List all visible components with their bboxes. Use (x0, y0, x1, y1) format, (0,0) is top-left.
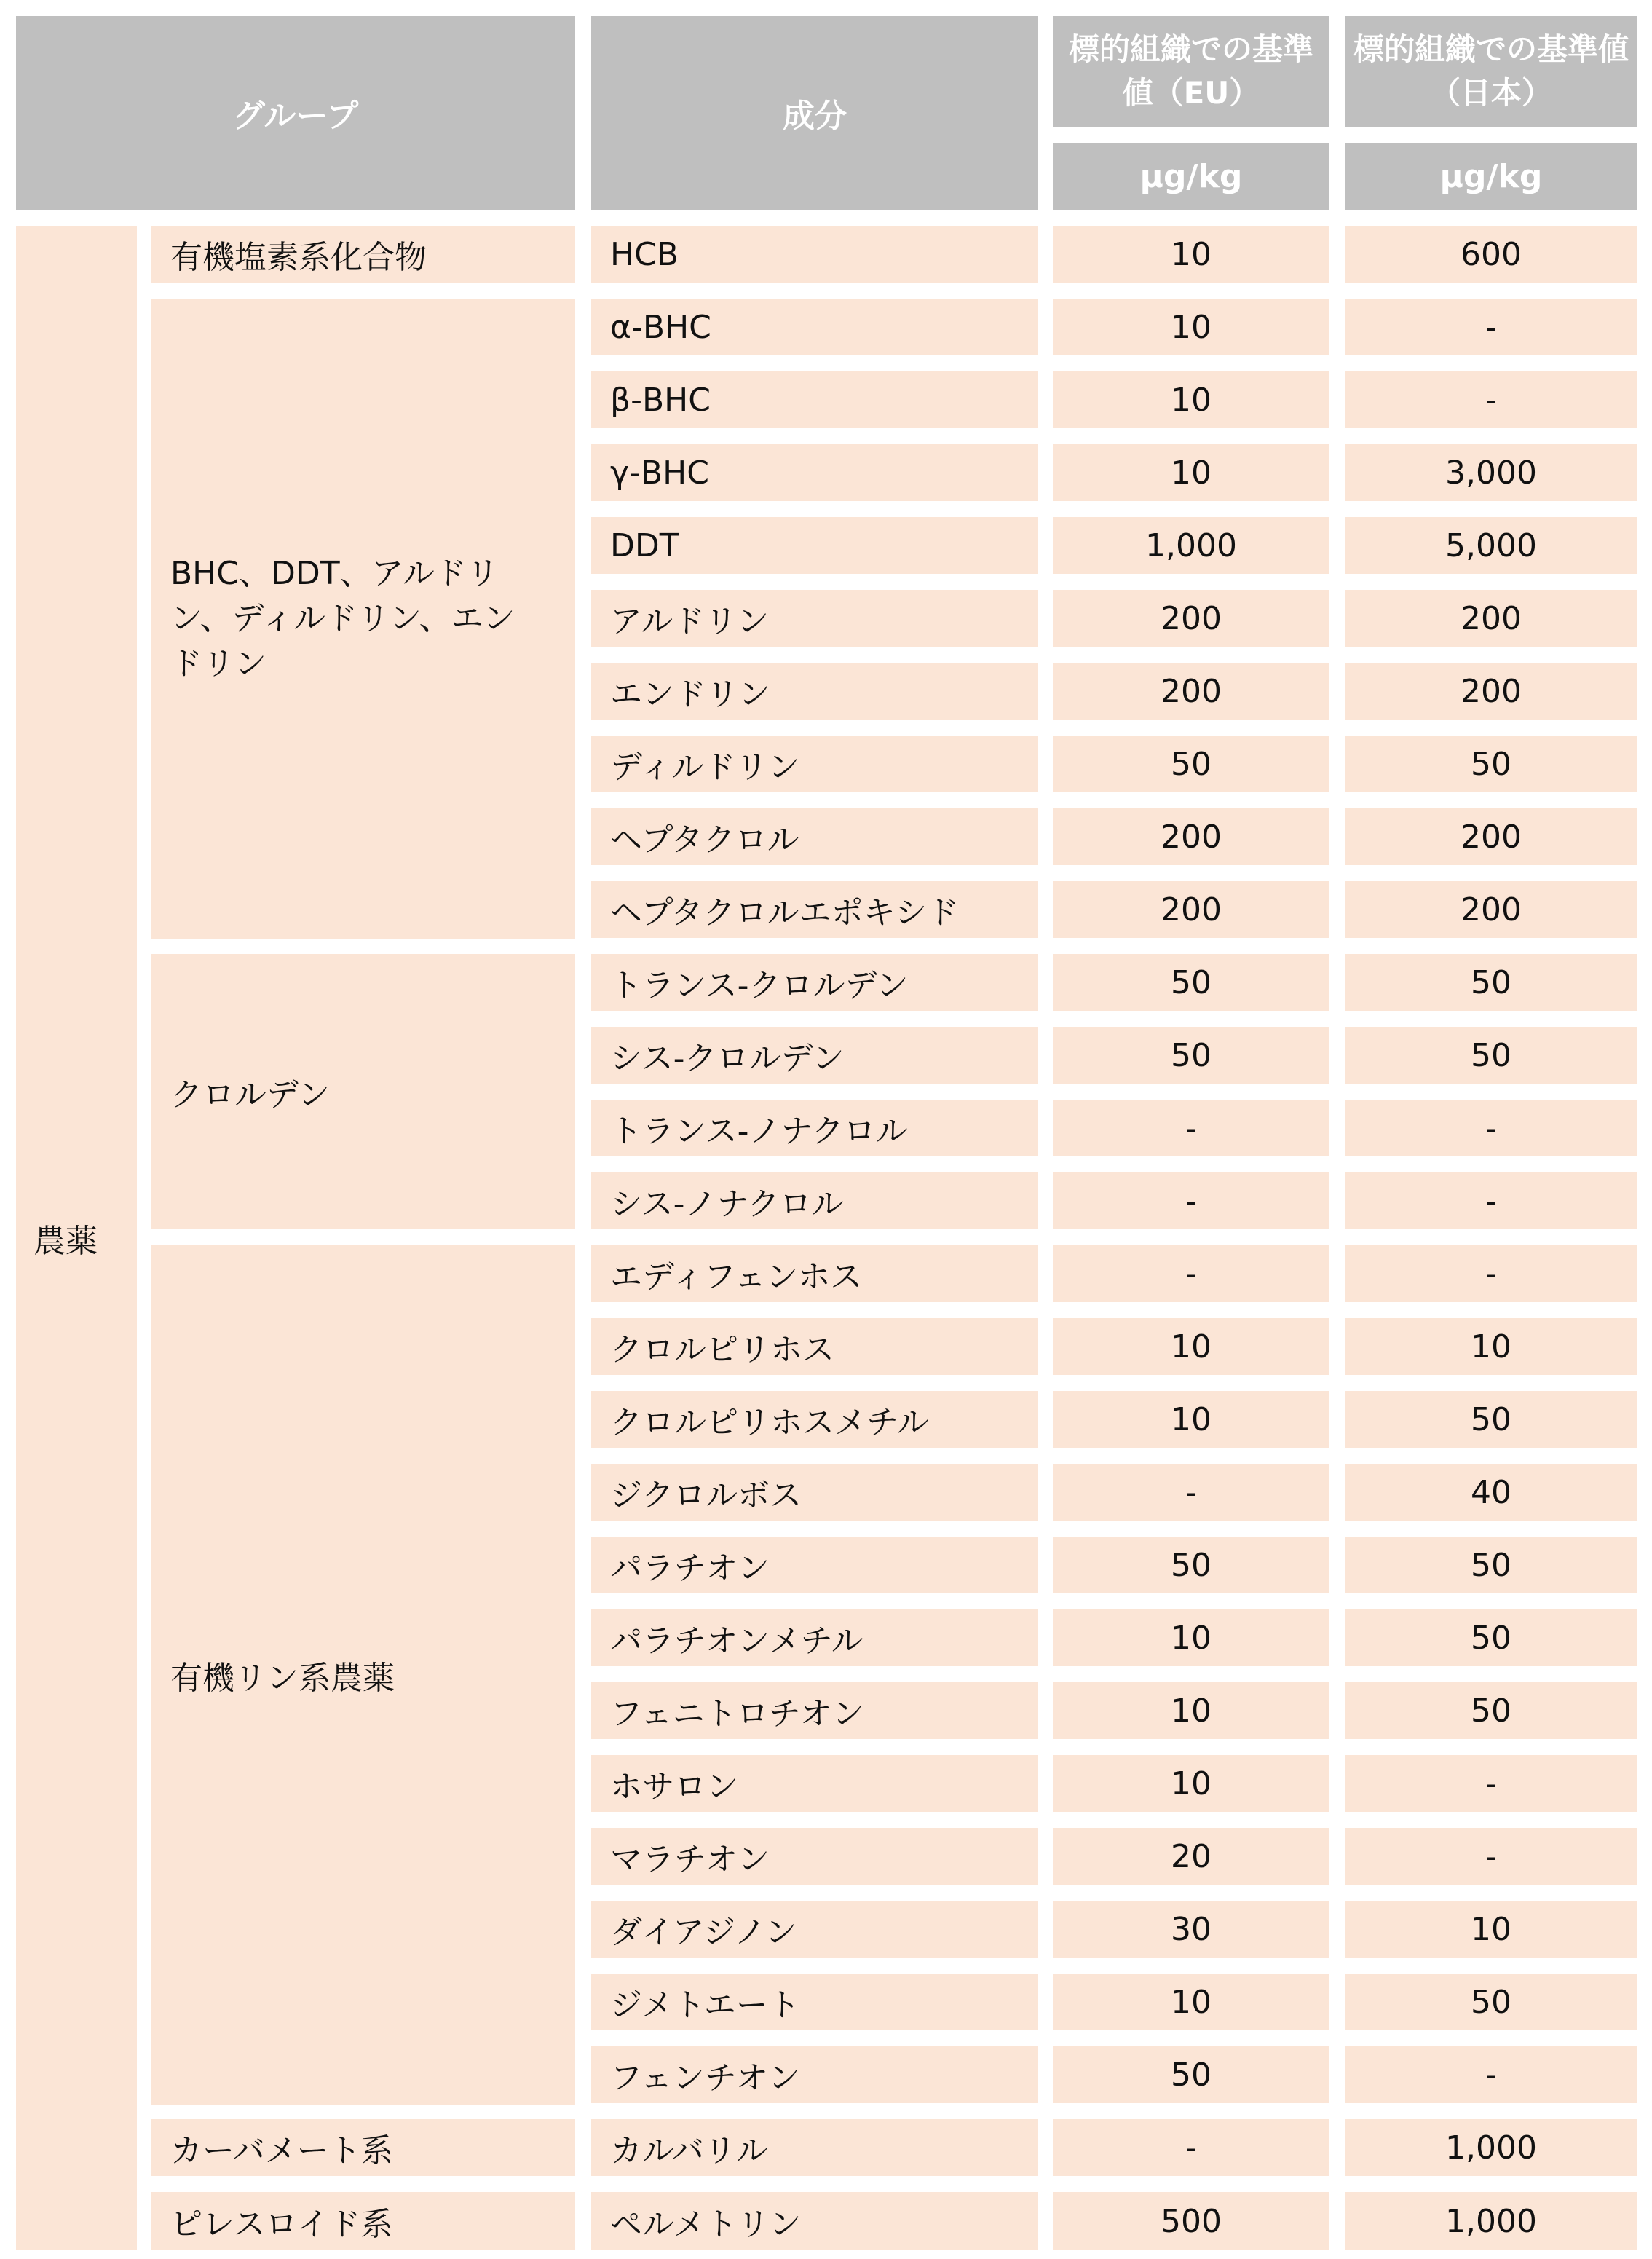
group-cell: 有機塩素系化合物 (151, 226, 575, 283)
eu-value-cell: 10 (1053, 444, 1329, 501)
eu-value-cell: 10 (1053, 1391, 1329, 1448)
eu-value-cell: 50 (1053, 1027, 1329, 1084)
component-cell: フェニトロチオン (591, 1682, 1038, 1739)
eu-value-cell: - (1053, 1172, 1329, 1229)
jp-value-cell: 50 (1345, 1027, 1637, 1084)
eu-value-cell: 10 (1053, 1318, 1329, 1375)
header-jp-standard: 標的組織での基準値（日本） (1345, 16, 1637, 127)
jp-value-cell: 50 (1345, 1974, 1637, 2030)
eu-value-cell: 10 (1053, 1755, 1329, 1812)
jp-value-cell: 200 (1345, 590, 1637, 647)
component-cell: トランス-クロルデン (591, 954, 1038, 1011)
header-eu-standard: 標的組織での基準値（EU） (1053, 16, 1329, 127)
component-cell: γ-BHC (591, 444, 1038, 501)
group-cell: 有機リン系農薬 (151, 1245, 575, 2105)
eu-value-cell: 200 (1053, 663, 1329, 720)
header-jp-unit: μg/kg (1345, 143, 1637, 210)
component-cell: クロルピリホス (591, 1318, 1038, 1375)
header-group: グループ (16, 16, 575, 210)
eu-value-cell: 50 (1053, 736, 1329, 792)
group-cell: クロルデン (151, 954, 575, 1229)
component-cell: ダイアジノン (591, 1901, 1038, 1958)
component-cell: ヘプタクロルエポキシド (591, 881, 1038, 938)
component-cell: エンドリン (591, 663, 1038, 720)
category-cell: 農薬 (16, 226, 137, 2250)
jp-value-cell: - (1345, 1100, 1637, 1156)
jp-value-cell: 10 (1345, 1901, 1637, 1958)
jp-value-cell: 3,000 (1345, 444, 1637, 501)
component-cell: β-BHC (591, 371, 1038, 428)
jp-value-cell: 50 (1345, 954, 1637, 1011)
component-cell: アルドリン (591, 590, 1038, 647)
group-cell: BHC、DDT、アルドリン、ディルドリン、エンドリン (151, 299, 575, 939)
eu-value-cell: 1,000 (1053, 517, 1329, 574)
eu-value-cell: - (1053, 1100, 1329, 1156)
component-cell: フェンチオン (591, 2046, 1038, 2103)
eu-value-cell: 30 (1053, 1901, 1329, 1958)
header-component: 成分 (591, 16, 1038, 210)
component-cell: HCB (591, 226, 1038, 283)
jp-value-cell: 40 (1345, 1464, 1637, 1521)
eu-value-cell: - (1053, 2119, 1329, 2176)
component-cell: ホサロン (591, 1755, 1038, 1812)
component-cell: クロルピリホスメチル (591, 1391, 1038, 1448)
jp-value-cell: 200 (1345, 808, 1637, 865)
jp-value-cell: - (1345, 2046, 1637, 2103)
jp-value-cell: 200 (1345, 663, 1637, 720)
group-cell: カーバメート系 (151, 2119, 575, 2176)
eu-value-cell: - (1053, 1464, 1329, 1521)
eu-value-cell: 10 (1053, 299, 1329, 355)
component-cell: パラチオンメチル (591, 1609, 1038, 1666)
component-cell: カルバリル (591, 2119, 1038, 2176)
eu-value-cell: - (1053, 1245, 1329, 1302)
jp-value-cell: 1,000 (1345, 2192, 1637, 2250)
jp-value-cell: 50 (1345, 1391, 1637, 1448)
jp-value-cell: - (1345, 1245, 1637, 1302)
jp-value-cell: 5,000 (1345, 517, 1637, 574)
jp-value-cell: 200 (1345, 881, 1637, 938)
component-cell: ジクロルボス (591, 1464, 1038, 1521)
eu-value-cell: 10 (1053, 371, 1329, 428)
eu-value-cell: 200 (1053, 590, 1329, 647)
jp-value-cell: 50 (1345, 1682, 1637, 1739)
component-cell: ペルメトリン (591, 2192, 1038, 2250)
eu-value-cell: 200 (1053, 808, 1329, 865)
eu-value-cell: 200 (1053, 881, 1329, 938)
component-cell: ヘプタクロル (591, 808, 1038, 865)
jp-value-cell: - (1345, 1755, 1637, 1812)
eu-value-cell: 10 (1053, 226, 1329, 283)
jp-value-cell: 50 (1345, 736, 1637, 792)
jp-value-cell: 1,000 (1345, 2119, 1637, 2176)
eu-value-cell: 50 (1053, 954, 1329, 1011)
eu-value-cell: 10 (1053, 1682, 1329, 1739)
component-cell: トランス-ノナクロル (591, 1100, 1038, 1156)
jp-value-cell: 50 (1345, 1609, 1637, 1666)
jp-value-cell: 600 (1345, 226, 1637, 283)
eu-value-cell: 20 (1053, 1828, 1329, 1885)
eu-value-cell: 10 (1053, 1974, 1329, 2030)
jp-value-cell: - (1345, 1828, 1637, 1885)
jp-value-cell: - (1345, 299, 1637, 355)
group-cell: ピレスロイド系 (151, 2192, 575, 2250)
component-cell: ジメトエート (591, 1974, 1038, 2030)
header-eu-unit: μg/kg (1053, 143, 1329, 210)
jp-value-cell: - (1345, 371, 1637, 428)
component-cell: α-BHC (591, 299, 1038, 355)
eu-value-cell: 50 (1053, 1537, 1329, 1593)
eu-value-cell: 50 (1053, 2046, 1329, 2103)
component-cell: エディフェンホス (591, 1245, 1038, 1302)
component-cell: パラチオン (591, 1537, 1038, 1593)
component-cell: シス-クロルデン (591, 1027, 1038, 1084)
eu-value-cell: 500 (1053, 2192, 1329, 2250)
component-cell: マラチオン (591, 1828, 1038, 1885)
jp-value-cell: 50 (1345, 1537, 1637, 1593)
jp-value-cell: 10 (1345, 1318, 1637, 1375)
component-cell: ディルドリン (591, 736, 1038, 792)
component-cell: シス-ノナクロル (591, 1172, 1038, 1229)
component-cell: DDT (591, 517, 1038, 574)
eu-value-cell: 10 (1053, 1609, 1329, 1666)
jp-value-cell: - (1345, 1172, 1637, 1229)
